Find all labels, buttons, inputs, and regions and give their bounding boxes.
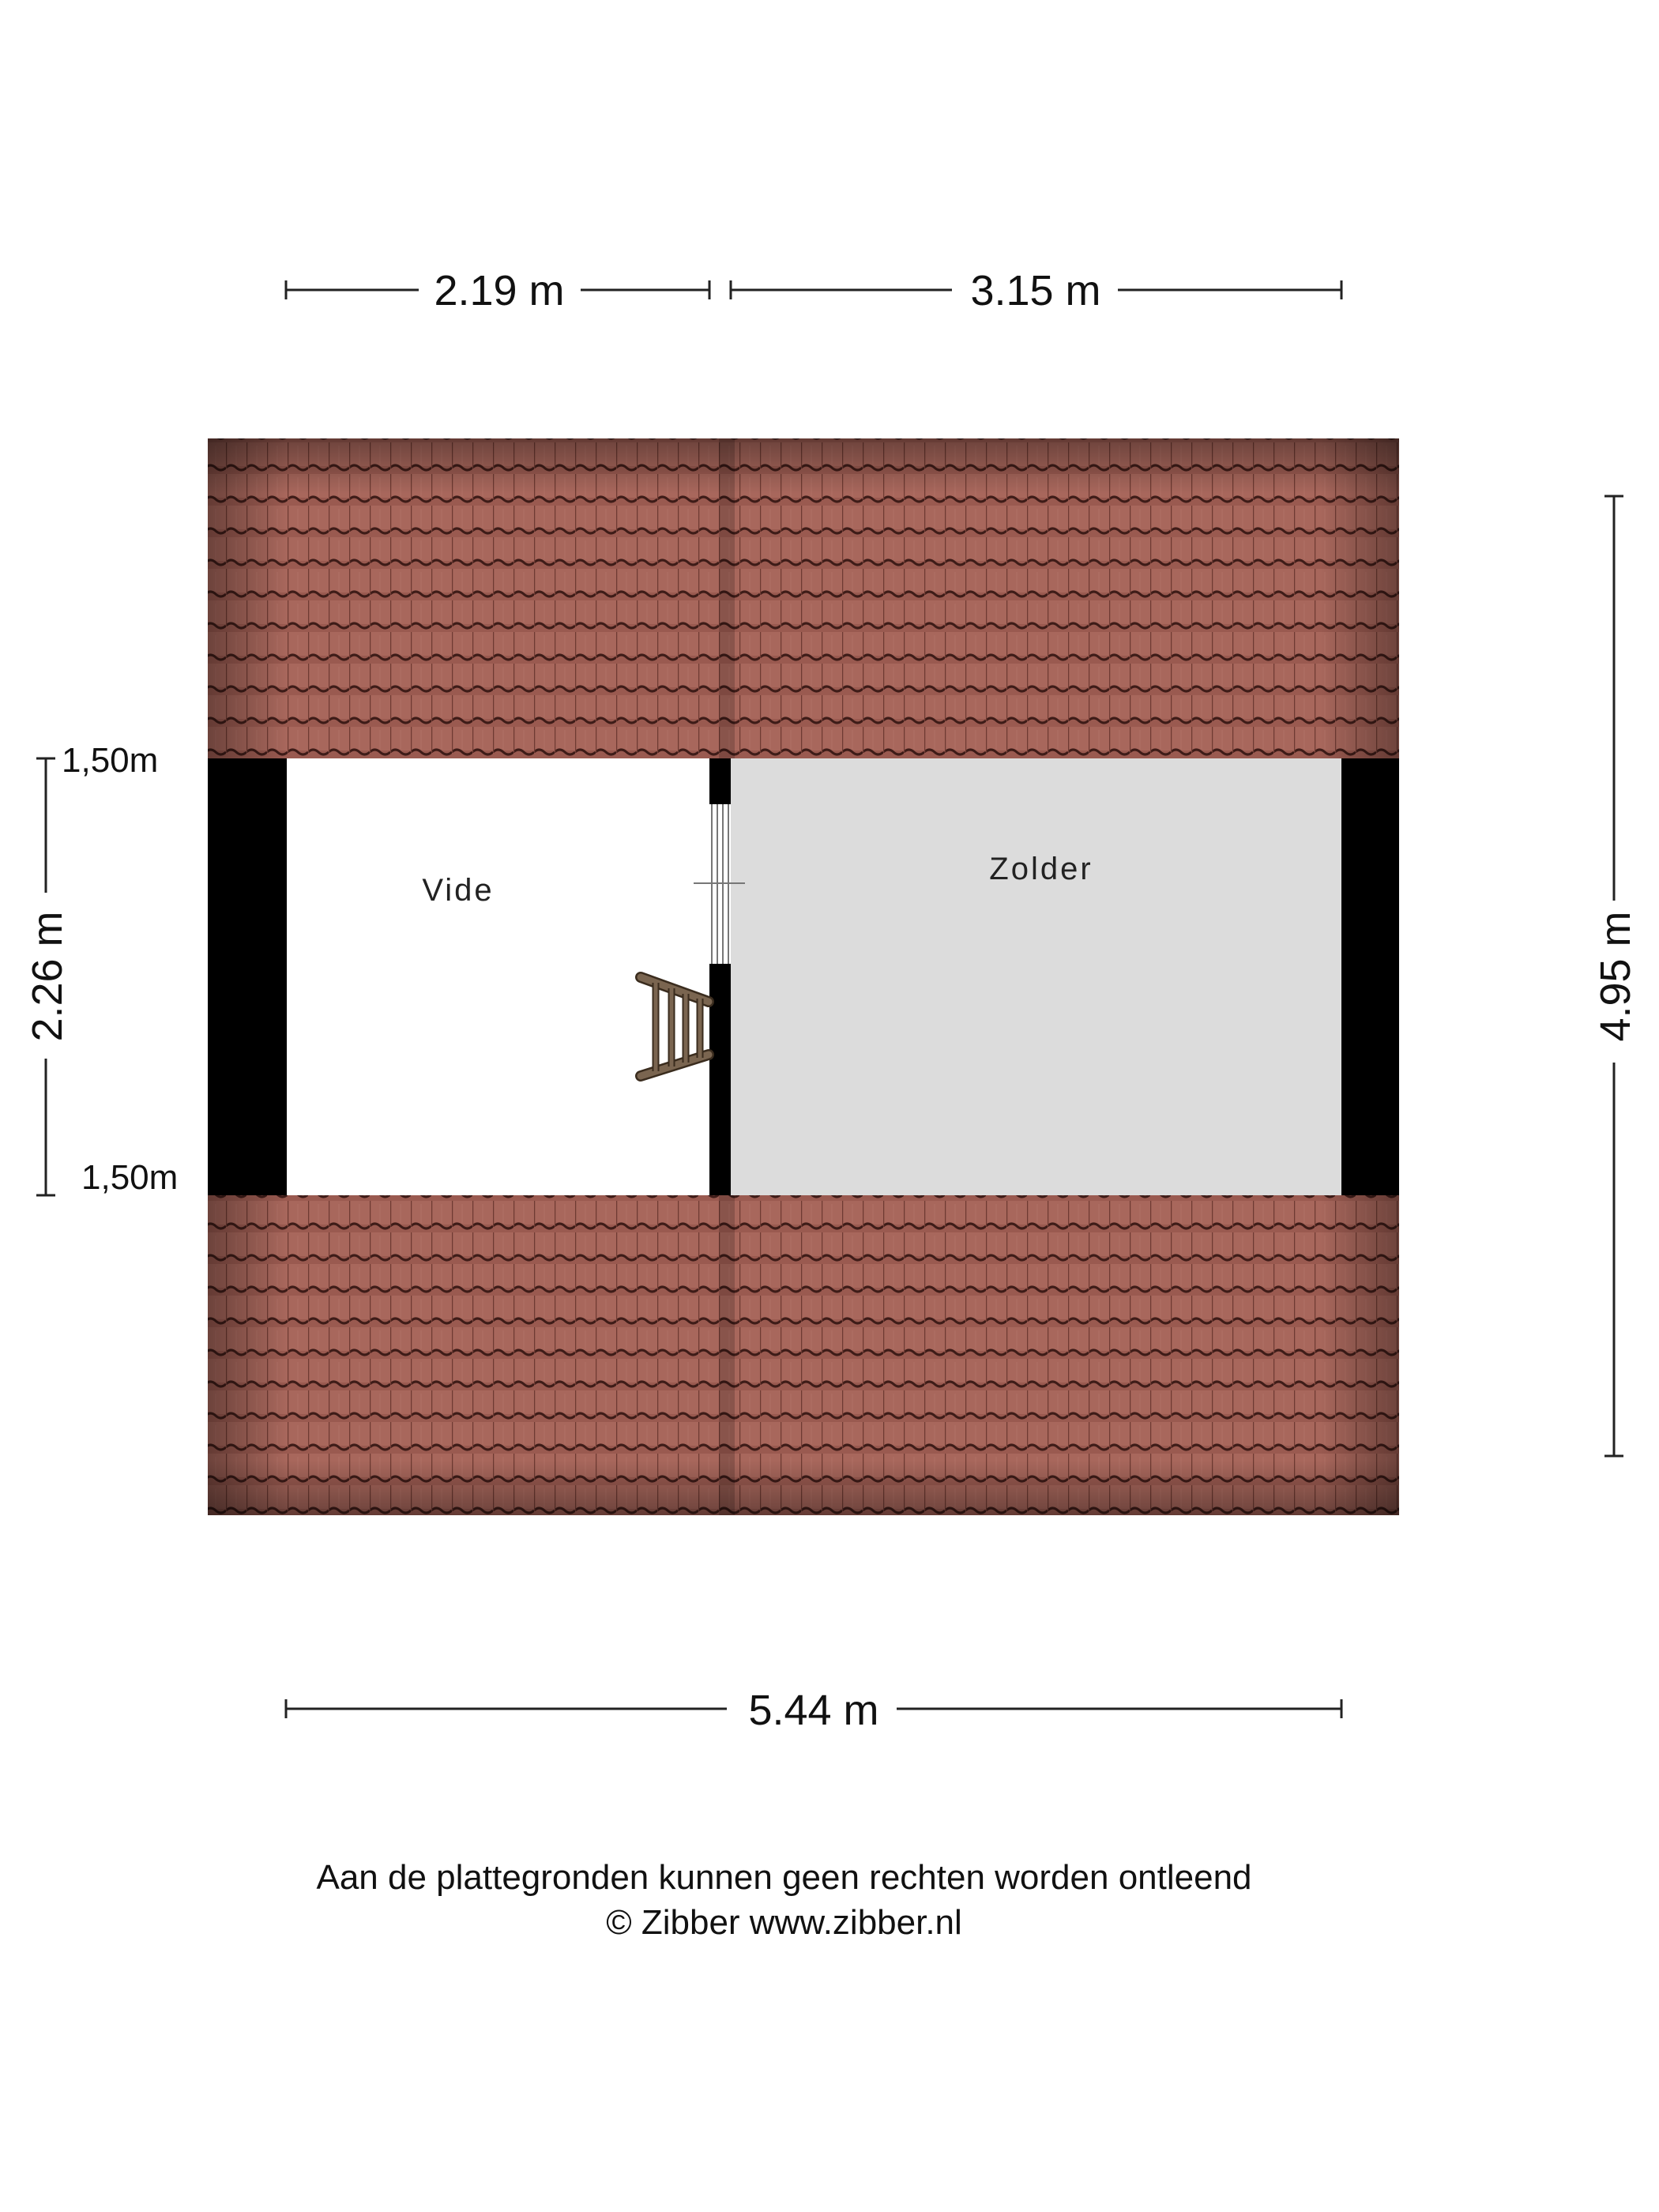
dimension-label-bottom: 5.44 m	[748, 1687, 879, 1734]
room-label-zolder: Zolder	[989, 852, 1093, 886]
wall-left	[208, 758, 287, 1195]
dimension-label-top-left: 2.19 m	[434, 267, 565, 314]
copyright-text: © Zibber www.zibber.nl	[606, 1903, 962, 1942]
height-label-lower: 1,50m	[81, 1158, 179, 1197]
zolder-floor	[731, 758, 1341, 1195]
partition-wall	[709, 758, 731, 804]
room-label-vide: Vide	[422, 873, 495, 908]
dimension-label-left: 2.26 m	[24, 911, 71, 1042]
wall-right	[1341, 758, 1399, 1195]
height-label-upper: 1,50m	[62, 741, 159, 780]
roof-upper	[208, 438, 1399, 758]
disclaimer-text: Aan de plattegronden kunnen geen rechten worden ontleend	[316, 1858, 1252, 1897]
roof-lower	[208, 1195, 1399, 1515]
dimension-label-right: 4.95 m	[1592, 911, 1639, 1042]
dimension-label-top-right: 3.15 m	[970, 267, 1101, 314]
